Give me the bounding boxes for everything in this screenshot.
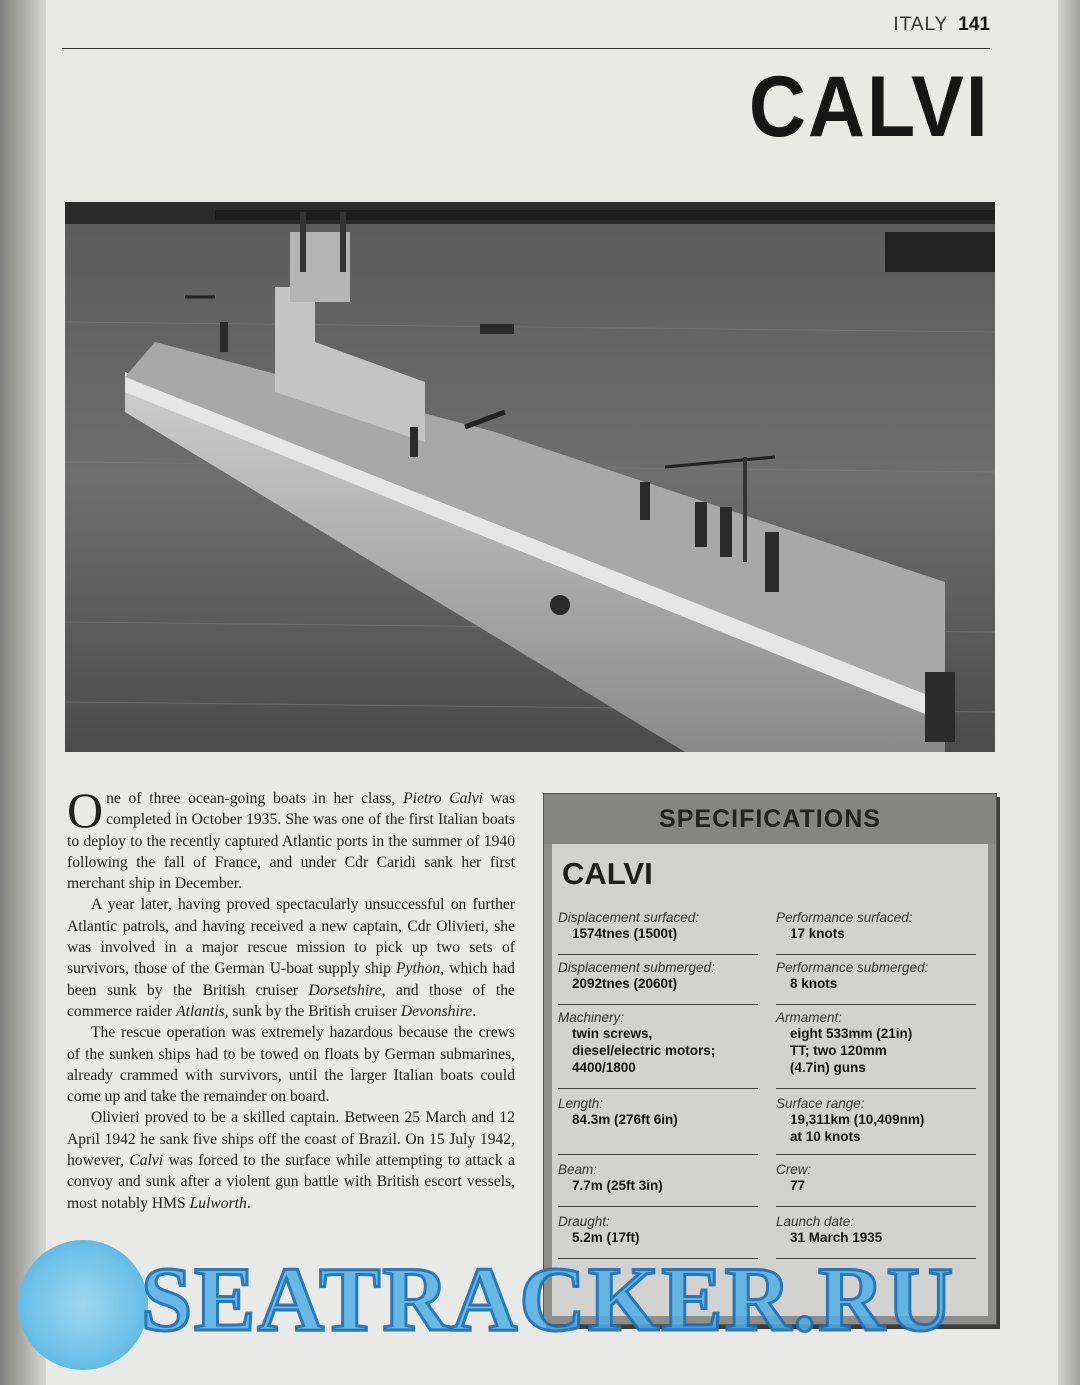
spec-beam: [558, 1162, 758, 1207]
submarine-photo-illustration: [65, 202, 995, 752]
spec-value: 2092tnes (2060t): [572, 976, 678, 991]
spec-crew: [776, 1162, 976, 1207]
spec-performance-surfaced: [776, 910, 976, 955]
spec-label: Performance submerged:: [776, 960, 929, 975]
spec-label: Armament:: [776, 1010, 843, 1025]
spec-value: twin screws,: [572, 1026, 653, 1041]
watermark: [6, 1222, 1080, 1385]
running-header: [62, 14, 990, 49]
paragraph-1-lead: ne of three ocean-going boats in her class,: [106, 790, 404, 807]
spec-label: Length:: [558, 1096, 604, 1111]
paragraph-2-text: , and those of the commerce raider: [67, 981, 515, 1020]
specifications-boat-name: CALVI: [562, 856, 653, 891]
spec-value: 17 knots: [790, 926, 845, 941]
spec-label: Surface range:: [776, 1096, 865, 1111]
spec-surface-range: [776, 1096, 976, 1155]
paragraph-1-rest: was completed in October 1935. She was one of the first Italian boats to deploy to the recently captured Atlantic ports in the summer of 1940 following the fall of France, and under Cdr Caridi sank her first merchant ship in December.: [67, 790, 515, 893]
paragraph-2: [67, 894, 515, 1022]
spec-value: at 10 knots: [790, 1129, 861, 1144]
page-edge-shadow: [1058, 0, 1080, 1385]
spec-value: 77: [790, 1178, 806, 1193]
paragraph-3: The rescue operation was extremely hazardous because the crews of the sunken ships had to be towed on floats by German submarines, already crammed with survivors, until the larger Italian boats could come up and take the remainder on board.: [67, 1024, 515, 1106]
spec-machinery: [558, 1010, 758, 1089]
section-label: ITALY: [893, 14, 949, 35]
spec-value: eight 533mm (21in): [790, 1026, 913, 1041]
paragraph-4: [67, 1107, 515, 1213]
spec-label: Beam:: [558, 1162, 598, 1177]
spec-value: 31 March 1935: [790, 1230, 883, 1245]
spec-length: [558, 1096, 758, 1155]
drop-cap: O: [67, 782, 104, 838]
spec-value: 7.7m (25ft 3in): [572, 1178, 663, 1193]
page-number: 141: [958, 14, 990, 35]
spec-displacement-submerged: [558, 960, 758, 1005]
spec-value: 4400/1800: [572, 1060, 636, 1075]
spec-value: diesel/electric motors;: [572, 1043, 716, 1058]
ship-name: Dorsetshire: [308, 981, 382, 999]
spec-label: Performance surfaced:: [776, 910, 913, 925]
spec-displacement-surfaced: [558, 910, 758, 955]
spec-value: 5.2m (17ft): [572, 1230, 640, 1245]
specifications-heading: SPECIFICATIONS: [544, 794, 996, 844]
spec-performance-submerged: [776, 960, 976, 1005]
paragraph-2-text: .: [472, 1002, 477, 1020]
spec-armament: [776, 1010, 976, 1089]
paragraph-4-text: Olivieri proved to be a skilled captain. Between 25 March and 12 April 1942 he sank five ships off the coast of Brazil. On 15 July 1942, however,: [67, 1109, 515, 1170]
paragraph-2-text: , sunk by the British cruiser: [224, 1002, 401, 1020]
spec-value: 19,311km (10,409nm): [790, 1112, 925, 1127]
article-body: [67, 782, 515, 1214]
ship-name: Lulworth: [189, 1194, 247, 1212]
spec-label: Crew:: [776, 1162, 812, 1177]
spec-label: Machinery:: [558, 1010, 625, 1025]
spec-label: Displacement submerged:: [558, 960, 715, 975]
ship-name: Python: [396, 960, 441, 978]
spec-label: Draught:: [558, 1214, 610, 1229]
sun-icon: [18, 1240, 148, 1370]
page-title: CALVI: [749, 59, 990, 155]
paragraph-2-text: A year later, having proved spectacularly unsuccessful on further Atlantic patrols, and having received a new captain, Cdr Olivieri, she was involved in a major rescue mission to pick up two sets of survivors, those of the German U-boat supply ship: [67, 896, 515, 978]
submarine-photo: [65, 202, 995, 752]
spec-value: 1574tnes (1500t): [572, 926, 678, 941]
spec-value: 84.3m (276ft 6in): [572, 1112, 678, 1127]
paragraph-2-text: , which had been sunk by the British cruiser: [67, 960, 515, 999]
ship-name: Atlantis: [176, 1002, 225, 1020]
spec-label: Displacement surfaced:: [558, 910, 700, 925]
paragraph-4-text: .: [246, 1194, 251, 1212]
watermark-text: SEATRACKER.RU: [141, 1248, 956, 1350]
spec-label: Launch date:: [776, 1214, 855, 1229]
ship-name: Calvi: [129, 1152, 164, 1170]
spec-value: TT; two 120mm: [790, 1043, 887, 1058]
spec-value: 8 knots: [790, 976, 838, 991]
ship-name: Devonshire: [400, 1002, 473, 1020]
book-gutter-shadow: [0, 0, 46, 1385]
boat-name: Pietro Calvi: [403, 790, 484, 807]
paragraph-1: [67, 782, 515, 894]
spec-value: (4.7in) guns: [790, 1060, 866, 1075]
paragraph-4-text: was forced to the surface while attempting to attack a convoy and sunk after a violent gun battle with British escort vessels, most notably HMS: [67, 1152, 515, 1212]
